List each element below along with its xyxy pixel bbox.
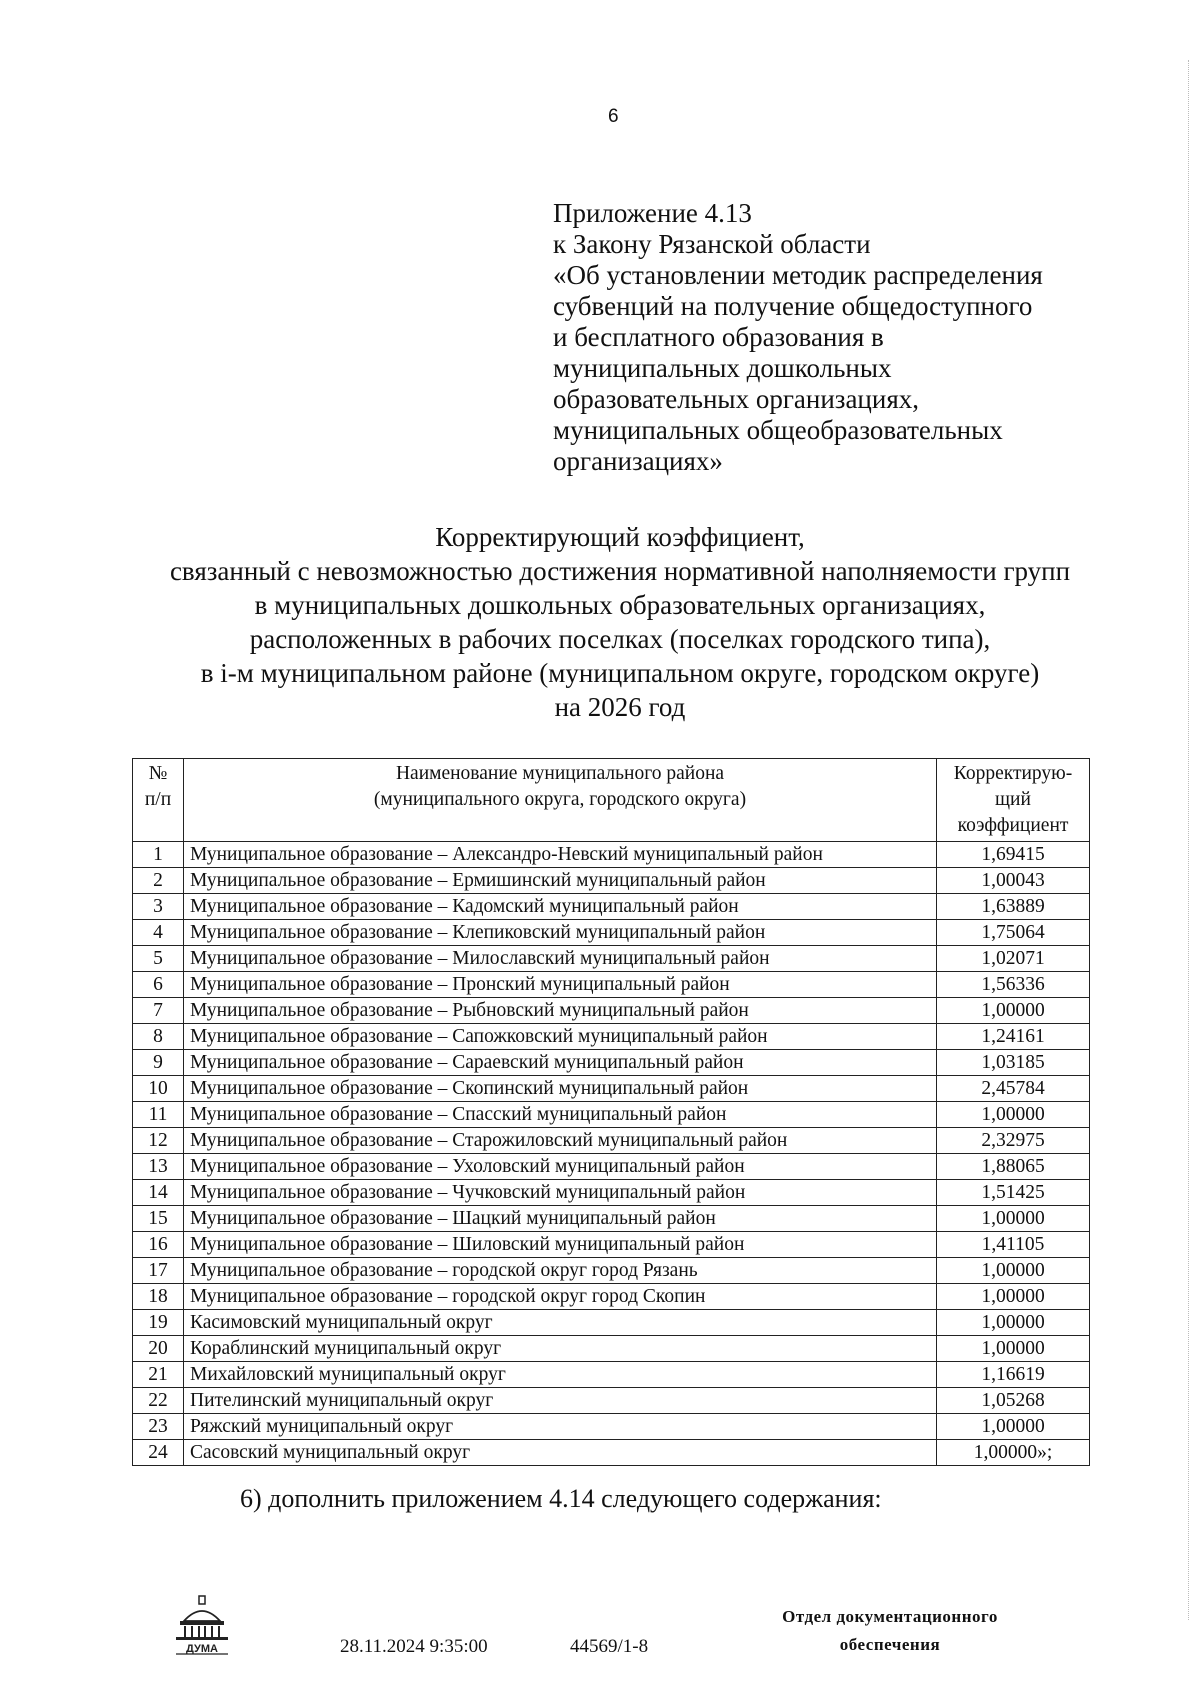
row-coefficient: 1,51425 [937,1180,1090,1206]
table-row [133,1076,1090,1102]
table-row [133,868,1090,894]
table-row [133,1102,1090,1128]
row-name: Ряжский муниципальный округ [184,1414,937,1440]
heading-line: в муниципальных дошкольных образовательных организациях, [254,590,986,620]
table-row [133,1310,1090,1336]
row-coefficient: 1,00000 [937,1206,1090,1232]
row-coefficient: 1,00000 [937,998,1090,1024]
appendix-line: муниципальных дошкольных [553,353,892,383]
table-row [133,1362,1090,1388]
row-number: 21 [133,1362,184,1388]
table-row [133,1284,1090,1310]
row-name: Муниципальное образование – городской округ город Скопин [184,1284,937,1310]
appendix-reference [553,198,1153,477]
row-coefficient: 1,00000 [937,1258,1090,1284]
header-number: № п/п [133,759,184,842]
page-number: 6 [608,106,619,127]
table-row [133,1414,1090,1440]
row-number: 13 [133,1154,184,1180]
row-name: Муниципальное образование – Ухоловский муниципальный район [184,1154,937,1180]
heading-line: на 2026 год [554,692,686,722]
row-number: 24 [133,1440,184,1466]
scan-edge-mark [1188,60,1190,1620]
row-name: Муниципальное образование – Сараевский муниципальный район [184,1050,937,1076]
row-coefficient: 2,32975 [937,1128,1090,1154]
footer-document-id: 44569/1-8 [570,1636,649,1657]
table-row [133,972,1090,998]
row-name: Михайловский муниципальный округ [184,1362,937,1388]
document-heading [120,520,1120,724]
row-number: 10 [133,1076,184,1102]
row-number: 5 [133,946,184,972]
row-name: Муниципальное образование – Шиловский муниципальный район [184,1232,937,1258]
row-name: Муниципальное образование – Пронский муниципальный район [184,972,937,998]
row-name: Муниципальное образование – Шацкий муниципальный район [184,1206,937,1232]
row-number: 1 [133,842,184,868]
row-name: Муниципальное образование – Спасский муниципальный район [184,1102,937,1128]
row-coefficient: 1,24161 [937,1024,1090,1050]
row-number: 18 [133,1284,184,1310]
table-row [133,1440,1090,1466]
row-number: 22 [133,1388,184,1414]
table-row [133,1336,1090,1362]
row-coefficient: 1,41105 [937,1232,1090,1258]
row-coefficient: 1,03185 [937,1050,1090,1076]
table-row [133,894,1090,920]
table-row [133,1232,1090,1258]
row-number: 19 [133,1310,184,1336]
row-number: 23 [133,1414,184,1440]
row-name: Муниципальное образование – Кадомский муниципальный район [184,894,937,920]
row-number: 15 [133,1206,184,1232]
row-number: 14 [133,1180,184,1206]
table-row [133,1388,1090,1414]
appendix-line: и бесплатного образования в [553,322,884,352]
row-coefficient: 1,88065 [937,1154,1090,1180]
row-coefficient: 1,05268 [937,1388,1090,1414]
heading-line: Корректирующий коэффициент, [435,522,805,552]
appendix-line: «Об установлении методик распределения [553,260,1043,290]
row-number: 7 [133,998,184,1024]
row-coefficient: 1,16619 [937,1362,1090,1388]
table-header-row [133,759,1090,842]
table-row [133,1206,1090,1232]
appendix-line: организациях» [553,446,723,476]
table-row [133,1024,1090,1050]
row-number: 16 [133,1232,184,1258]
row-name: Пителинский муниципальный округ [184,1388,937,1414]
amendment-instruction: 6) дополнить приложением 4.14 следующего содержания: [240,1484,882,1513]
row-number: 6 [133,972,184,998]
footer-department-stamp: Отдел документационного обеспечения [782,1607,998,1654]
header-coefficient: Корректирую- щий коэффициент [937,759,1090,842]
row-name: Кораблинский муниципальный округ [184,1336,937,1362]
table-row [133,1180,1090,1206]
row-name: Муниципальное образование – Скопинский муниципальный район [184,1076,937,1102]
row-coefficient: 1,00000 [937,1336,1090,1362]
appendix-line: образовательных организациях, [553,384,919,414]
row-number: 8 [133,1024,184,1050]
table-row [133,1154,1090,1180]
header-name: Наименование муниципального района (муниципального округа, городского округа) [184,759,937,842]
row-coefficient: 1,00000»; [937,1440,1090,1466]
table-row [133,998,1090,1024]
table-row [133,920,1090,946]
appendix-line: муниципальных общеобразовательных [553,415,1003,445]
row-coefficient: 1,63889 [937,894,1090,920]
row-coefficient: 1,56336 [937,972,1090,998]
row-name: Муниципальное образование – Сапожковский муниципальный район [184,1024,937,1050]
svg-text:ДУМА: ДУМА [186,1643,218,1655]
row-number: 2 [133,868,184,894]
coefficient-table [132,758,1090,1466]
appendix-line: к Закону Рязанской области [553,229,871,259]
heading-line: расположенных в рабочих поселках (поселках городского типа), [249,624,991,654]
row-coefficient: 1,75064 [937,920,1090,946]
table-row [133,1050,1090,1076]
row-coefficient: 1,02071 [937,946,1090,972]
heading-line: связанный с невозможностью достижения нормативной наполняемости групп [169,556,1071,586]
row-number: 3 [133,894,184,920]
row-name: Муниципальное образование – Рыбновский муниципальный район [184,998,937,1024]
row-coefficient: 2,45784 [937,1076,1090,1102]
row-number: 17 [133,1258,184,1284]
duma-building-icon [170,1595,234,1655]
row-name: Муниципальное образование – Ермишинский муниципальный район [184,868,937,894]
heading-line: в i-м муниципальном районе (муниципальном округе, городском округе) [200,658,1040,688]
row-name: Касимовский муниципальный округ [184,1310,937,1336]
row-name: Муниципальное образование – Милославский муниципальный район [184,946,937,972]
row-number: 11 [133,1102,184,1128]
row-name: Муниципальное образование – городской округ город Рязань [184,1258,937,1284]
row-coefficient: 1,00000 [937,1102,1090,1128]
table-row [133,1258,1090,1284]
row-coefficient: 1,00000 [937,1310,1090,1336]
row-number: 20 [133,1336,184,1362]
row-number: 9 [133,1050,184,1076]
table-row [133,1128,1090,1154]
table-body [133,842,1090,1466]
row-name: Муниципальное образование – Старожиловский муниципальный район [184,1128,937,1154]
appendix-line: субвенций на получение общедоступного [553,291,1033,321]
row-name: Муниципальное образование – Клепиковский муниципальный район [184,920,937,946]
row-number: 4 [133,920,184,946]
appendix-line: Приложение 4.13 [553,198,752,228]
row-name: Сасовский муниципальный округ [184,1440,937,1466]
row-coefficient: 1,00043 [937,868,1090,894]
table-row [133,946,1090,972]
row-name: Муниципальное образование – Чучковский муниципальный район [184,1180,937,1206]
table-row [133,842,1090,868]
row-coefficient: 1,69415 [937,842,1090,868]
row-number: 12 [133,1128,184,1154]
row-coefficient: 1,00000 [937,1414,1090,1440]
footer-date: 28.11.2024 9:35:00 [340,1636,488,1657]
row-name: Муниципальное образование – Александро-Невский муниципальный район [184,842,937,868]
duma-logo [170,1595,234,1655]
row-coefficient: 1,00000 [937,1284,1090,1310]
